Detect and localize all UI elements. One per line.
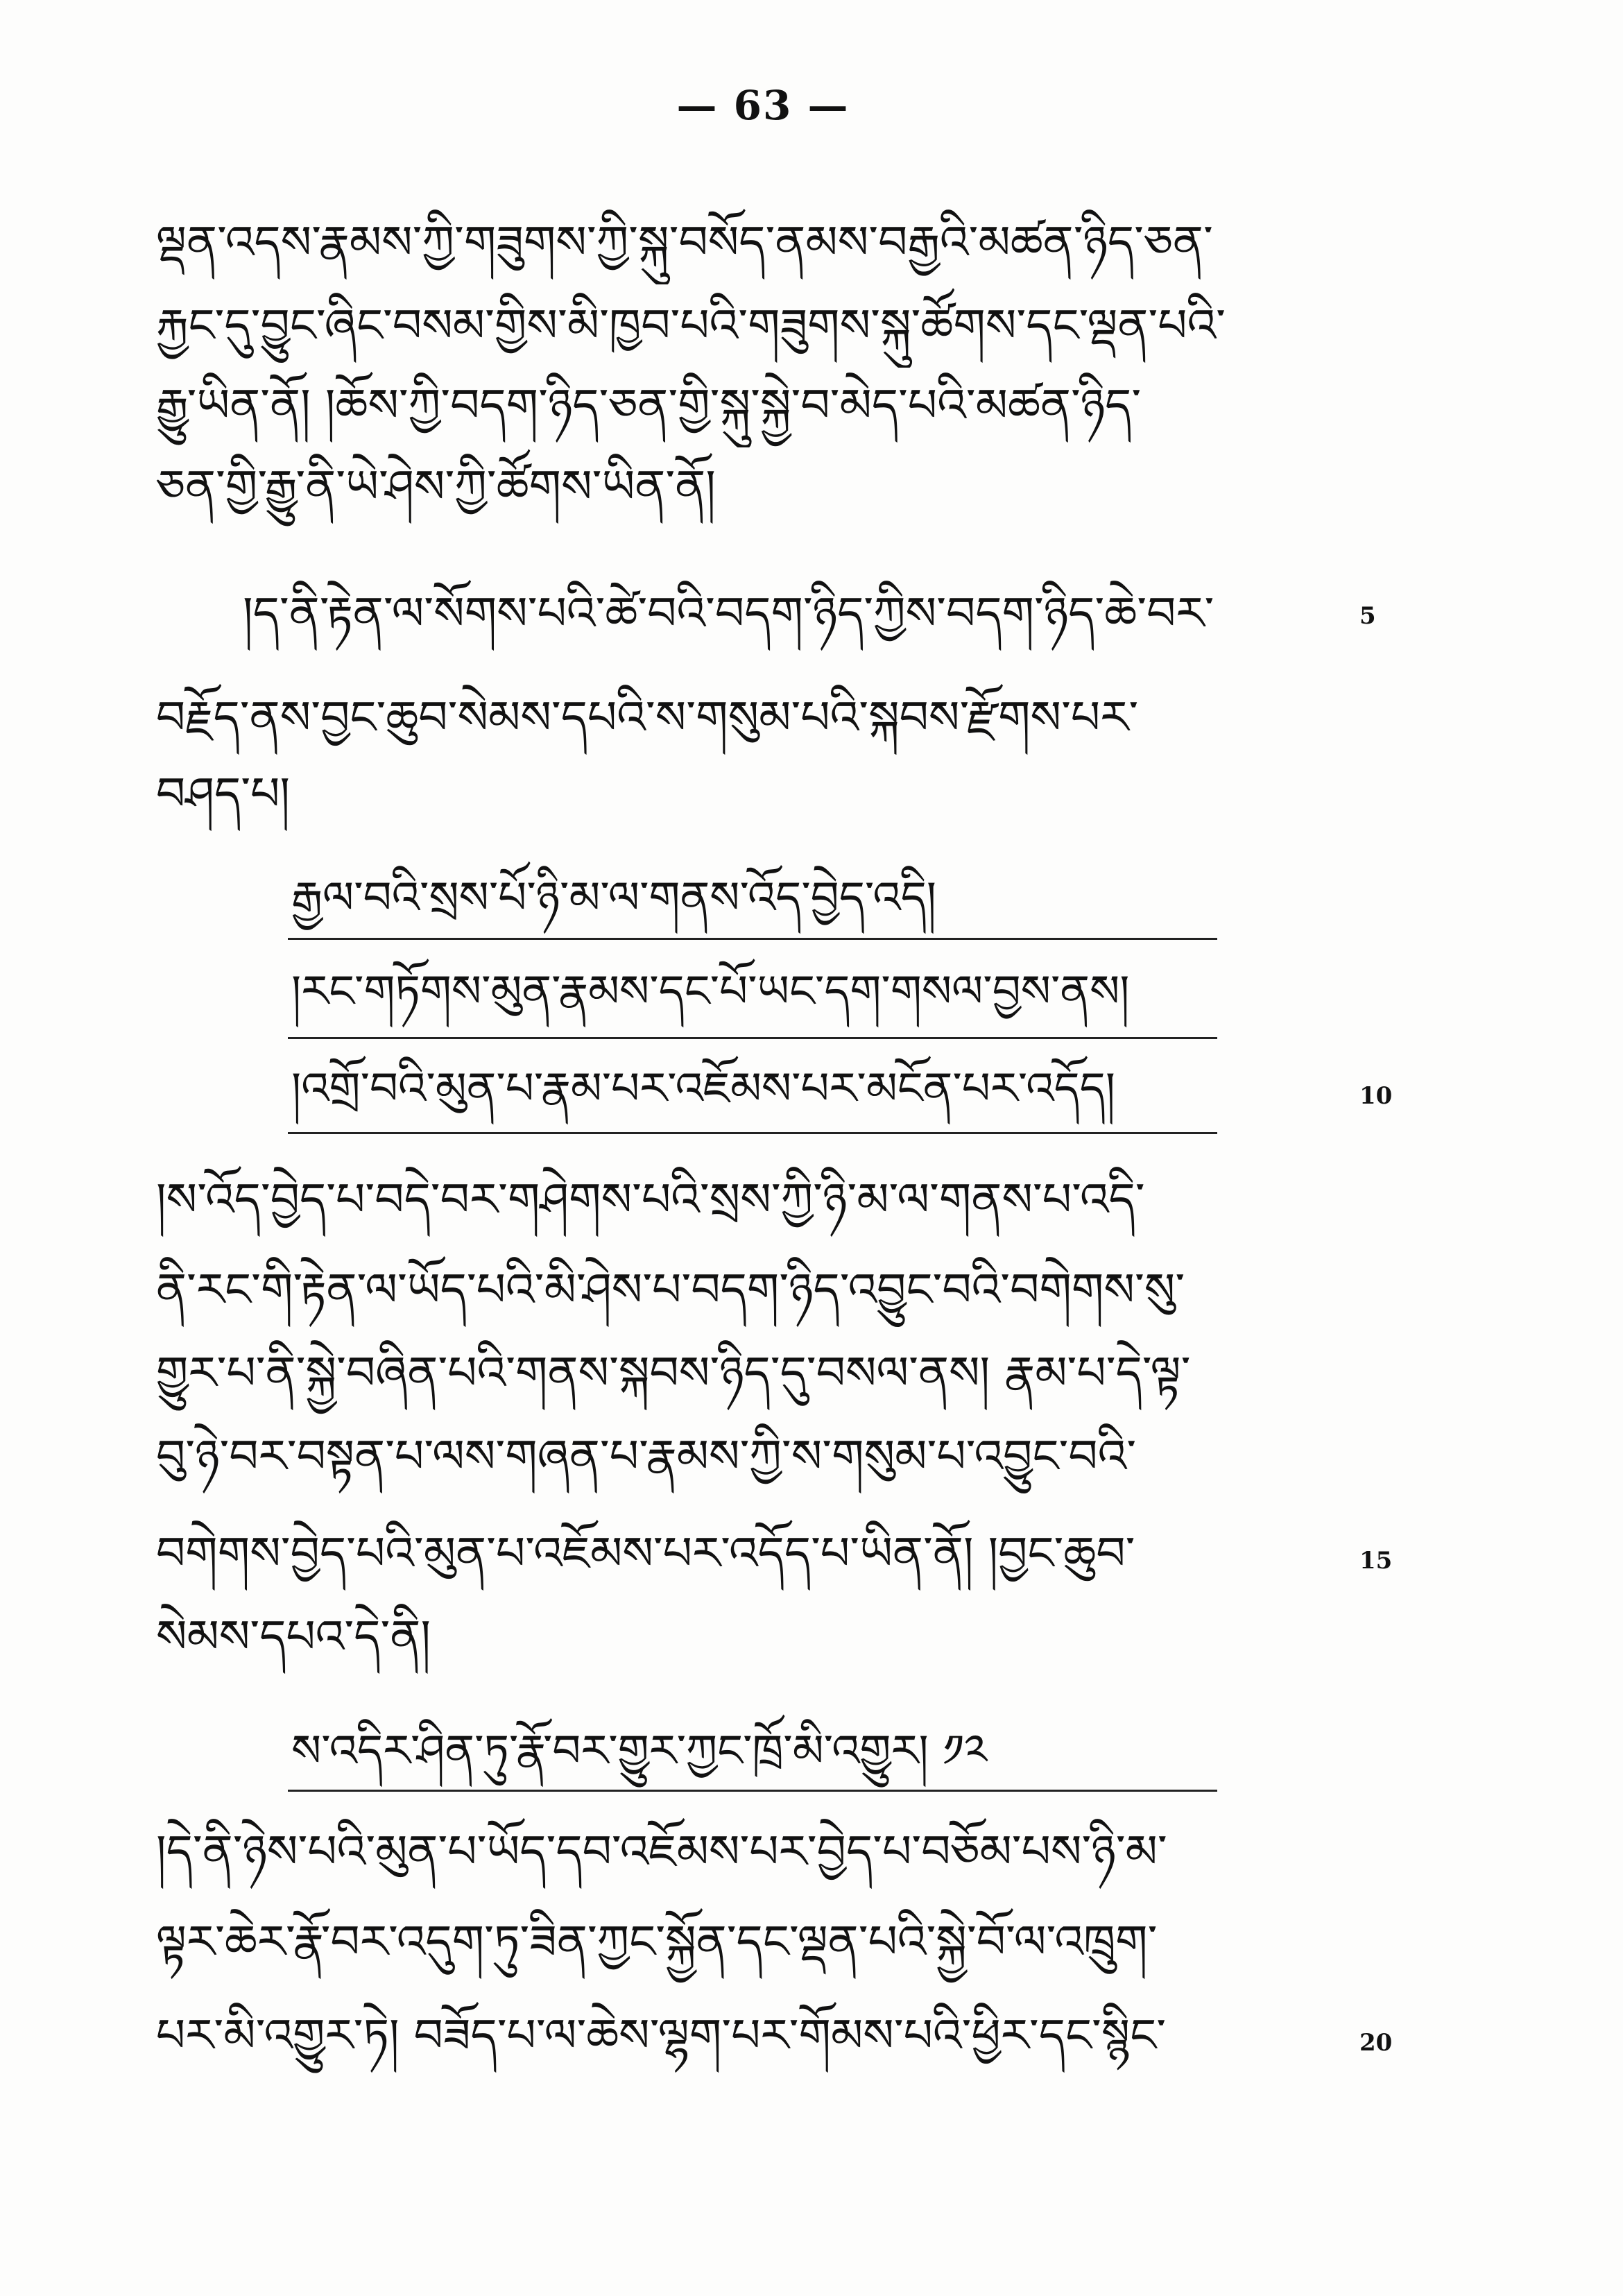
text-line: ལྡན་འདས་རྣམས་ཀྱི་གཟུགས་ཀྱི་སྐུ་བསོད་ནམས་བརྒྱའི་མཚན་ཉིད་ཅན་ xyxy=(156,216,1213,269)
text-line: །ད་ནི་རྟེན་ལ་སོགས་པའི་ཚེ་བའི་བདག་ཉིད་ཀྱིས་བདག་ཉིད་ཆེ་བར་ xyxy=(243,587,1214,640)
underline-rule xyxy=(288,938,1217,940)
verse-line: རྒྱལ་བའི་སྲས་པོ་ཉི་མ་ལ་གནས་འོད་བྱེད་འདི། xyxy=(291,873,936,924)
line-number: 15 xyxy=(1359,1547,1393,1575)
underline-rule xyxy=(288,1132,1217,1134)
page-number: — 63 — xyxy=(676,82,850,129)
text-line: ཅན་གྱི་རྒྱུ་ནི་ཡེ་ཤེས་ཀྱི་ཚོགས་ཡིན་ནོ། xyxy=(156,460,716,513)
text-line: པར་མི་འགྱུར་ཏེ། བཟོད་པ་ལ་ཆེས་ལྷག་པར་གོམས་པའི་ཕྱིར་དང་སྙིང་ xyxy=(156,2009,1167,2062)
verse-line: །འགྲོ་བའི་མུན་པ་རྣམ་པར་འཇོམས་པར་མངོན་པར་འདོད། xyxy=(291,1063,1115,1115)
underline-rule xyxy=(288,1790,1217,1792)
underline-rule xyxy=(288,1037,1217,1039)
text-line: །དེ་ནི་ཉེས་པའི་མུན་པ་ཡོད་དབ་འཇོམས་པར་བྱེད་པ་བཅོམ་པས་ཉི་མ་ xyxy=(156,1825,1167,1878)
text-line: བརྗོད་ནས་བྱང་ཆུབ་སེམས་དཔའི་ས་གསུམ་པའི་སྐབས་རྫོགས་པར་ xyxy=(156,691,1139,744)
text-line: སེམས་དཔའ་དེ་ནི། xyxy=(156,1610,431,1663)
text-line: བཤད་པ། xyxy=(156,767,291,821)
line-number: 10 xyxy=(1359,1082,1393,1110)
text-line: ནི་རང་གི་རྟེན་ལ་ཡོད་པའི་མི་ཤེས་པ་བདག་ཉིད་འབྱུང་བའི་བགེགས་སུ་ xyxy=(156,1263,1185,1317)
text-line: བགེགས་བྱེད་པའི་མུན་པ་འཇོམས་པར་འདོད་པ་ཡིན་ནོ། །བྱང་ཆུབ་ xyxy=(156,1527,1135,1580)
text-line: རྐྱང་དུ་བྱུང་ཞིང་བསམ་གྱིས་མི་ཁྱབ་པའི་གཟུགས་སྐུ་ཚོགས་དང་ལྡན་པའི་ xyxy=(156,299,1226,352)
text-line: གྱུར་པ་ནི་སྐྱེ་བཞིན་པའི་གནས་སྐབས་ཉིད་དུ་བསལ་ནས། རྣམ་པ་དེ་ལྟ་ xyxy=(156,1346,1191,1400)
text-line: །ས་འོད་བྱེད་པ་བདེ་བར་གཤེགས་པའི་སྲས་ཀྱི་ཉི་མ་ལ་གནས་པ་འདི་ xyxy=(156,1173,1145,1226)
line-number: 20 xyxy=(1359,2029,1393,2057)
verse-line: །རང་གཏོགས་མུན་རྣམས་དང་པོ་ཡང་དག་གསལ་བྱས་ནས། xyxy=(291,966,1130,1018)
text-line: བུ་ཉེ་བར་བསྟན་པ་ལས་གཞན་པ་རྣམས་ཀྱི་ས་གསུམ་པ་འབྱུང་བའི་ xyxy=(156,1430,1137,1483)
text-line: རྒྱུ་ཡིན་ནོ། །ཆོས་ཀྱི་བདག་ཉིད་ཅན་གྱི་སྐུ་སྐྱེ་བ་མེད་པའི་མཚན་ཉིད་ xyxy=(156,379,1142,432)
verse-line: ས་འདིར་ཤིན་ཏུ་རྣོ་བར་གྱུར་ཀྱང་ཁྲོ་མི་འགྱུར། ༡༢ xyxy=(291,1726,988,1777)
line-number: 5 xyxy=(1359,602,1376,630)
text-line: ལྟར་ཆེར་རྣོ་བར་འདུག་ཏུ་ཟིན་ཀྱང་སྐྱོན་དང་ལྡན་པའི་སྐྱེ་བོ་ལ་འཁྲུག་ xyxy=(156,1915,1158,1969)
